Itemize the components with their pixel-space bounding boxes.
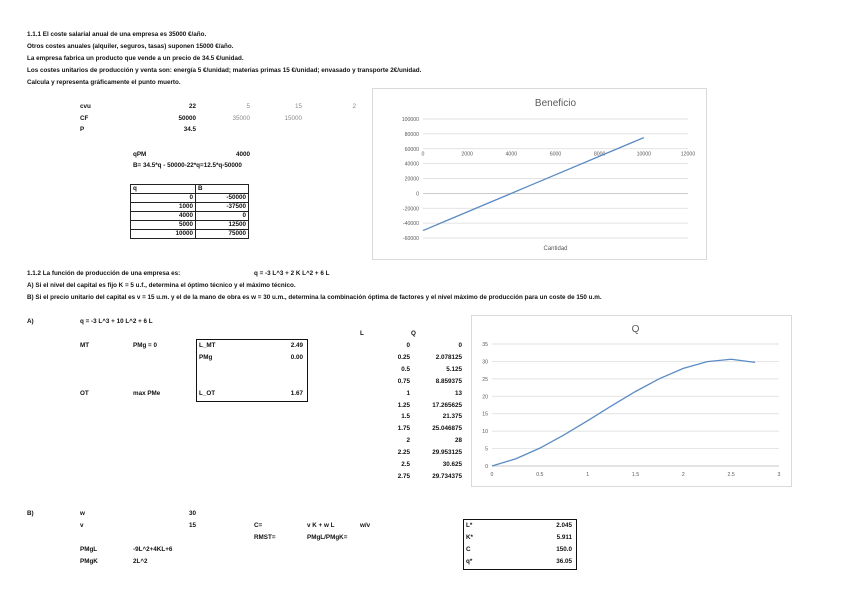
lq-cell-l: 2.25 <box>397 449 410 457</box>
cvu-part-transport: 2 <box>352 103 356 110</box>
table-row <box>131 221 249 230</box>
lq-cell-q: 2.078125 <box>435 353 462 361</box>
pmg-value: 0.00 <box>290 354 303 361</box>
lq-cell-l: 1 <box>406 389 410 397</box>
table-cell-b: 75000 <box>196 230 249 239</box>
q-chart-svg <box>472 316 791 486</box>
cost-label: C= <box>254 522 263 529</box>
part2-question-b: B) Si el precio unitario del capital es v = 15 u.m. y el de la mano de obra es w = 30 u.m., determina la combinación óptima de factores y el nivel máximo de producción para un coste de 150 u.m. <box>27 294 602 301</box>
x-tick-label: 2.5 <box>727 472 735 478</box>
qpm-value: 4000 <box>235 151 250 158</box>
lq-cell-q: 29.953125 <box>432 449 462 457</box>
chart-title: Q <box>631 324 640 335</box>
lq-cell-q: 0 <box>458 342 462 349</box>
y-tick-label: 5 <box>485 446 488 453</box>
y-tick-label: 15 <box>482 411 488 418</box>
part2-production-function: q = -3 L^3 + 2 K L^2 + 6 L <box>254 270 330 277</box>
y-tick-label: 0 <box>416 191 419 198</box>
y-tick-label: 10 <box>482 429 488 436</box>
lq-cell-q: 21.375 <box>442 413 462 421</box>
lq-cell-l: 0.25 <box>397 353 410 361</box>
beneficio-chart[interactable] <box>372 88 707 260</box>
qpm-label: qPM <box>133 151 147 158</box>
lq-cell-q: 5.125 <box>446 365 462 373</box>
y-tick-label: 35 <box>482 342 488 348</box>
table-cell-q: 5000 <box>131 221 196 230</box>
price-ratio: w/v <box>360 522 371 529</box>
table-cell-b: 0 <box>196 212 249 221</box>
y-tick-label: 100000 <box>401 117 419 123</box>
cf-label: CF <box>80 115 89 122</box>
ot-condition: max PMe <box>133 390 161 397</box>
section-a-function: q = -3 L^3 + 10 L^2 + 6 L <box>80 318 153 325</box>
table-cell-q: 4000 <box>131 212 196 221</box>
w-label: w <box>80 510 85 517</box>
rmst-label: RMST= <box>254 534 276 541</box>
l-ot-label: L_OT <box>199 390 216 397</box>
c-label: C <box>466 546 471 553</box>
q-chart[interactable] <box>471 315 792 487</box>
pmgl-expression: -9L^2+4KL+6 <box>133 546 173 553</box>
x-tick-label: 3 <box>777 472 781 478</box>
table-row <box>131 203 249 212</box>
table-row <box>131 212 249 221</box>
lq-cell-l: 2 <box>406 437 410 445</box>
y-tick-label: -20000 <box>402 206 419 213</box>
pmgk-label: PMgK <box>80 558 98 565</box>
cf-part-salaries: 35000 <box>232 115 250 122</box>
l-star-value: 2.045 <box>556 522 572 529</box>
series-line <box>423 138 644 231</box>
intro-line-2: Otros costes anuales (alquiler, seguros, tasas) suponen 15000 €/año. <box>27 43 234 50</box>
v-label: v <box>80 522 84 529</box>
pmgl-label: PMgL <box>80 546 98 553</box>
cf-value: 50000 <box>178 115 196 122</box>
lq-cell-q: 8.859375 <box>435 377 462 385</box>
lq-cell-l: 2.75 <box>397 472 410 480</box>
x-tick-label: 1 <box>586 472 590 478</box>
table-cell-b: -37500 <box>196 203 249 212</box>
x-tick-label: 10000 <box>636 151 652 158</box>
x-tick-label: 6000 <box>549 151 562 158</box>
y-tick-label: 40000 <box>404 161 419 168</box>
y-tick-label: -40000 <box>402 221 419 228</box>
section-a-label: A) <box>27 318 34 325</box>
part2-heading: 1.1.2 La función de producción de una empresa es: <box>27 270 181 277</box>
table-cell-q: 1000 <box>131 203 196 212</box>
c-value: 150.0 <box>556 546 572 553</box>
lq-header-q: Q <box>411 330 416 337</box>
lq-cell-l: 0.5 <box>401 365 410 373</box>
q-star-label: q* <box>466 558 473 565</box>
y-tick-label: 20000 <box>404 176 419 183</box>
cf-part-other: 15000 <box>284 115 302 122</box>
x-tick-label: 2 <box>681 472 685 478</box>
x-tick-label: 4000 <box>505 151 518 158</box>
lq-cell-q: 13 <box>454 389 462 397</box>
lq-cell-l: 1.75 <box>397 425 410 433</box>
pmgk-expression: 2L^2 <box>133 558 148 565</box>
table-header-b: B <box>196 185 249 194</box>
lq-cell-l: 0 <box>406 342 410 349</box>
table-cell-b: 12500 <box>196 221 249 230</box>
x-tick-label: 0 <box>421 151 425 158</box>
break-even-table <box>130 184 249 239</box>
y-tick-label: 0 <box>485 464 488 470</box>
x-tick-label: 2000 <box>461 151 473 158</box>
table-cell-q: 10000 <box>131 230 196 239</box>
chart-title: Beneficio <box>534 98 577 109</box>
mt-condition: PMg = 0 <box>133 342 157 349</box>
cvu-part-energy: 5 <box>246 103 250 110</box>
y-tick-label: -60000 <box>402 236 419 242</box>
l-mt-label: L_MT <box>199 342 216 349</box>
x-tick-label: 8000 <box>593 151 606 158</box>
intro-line-3: La empresa fabrica un producto que vende a un precio de 34.5 €/unidad. <box>27 55 244 62</box>
x-tick-label: 12000 <box>680 151 696 158</box>
series-line <box>492 359 755 466</box>
p-value: 34.5 <box>183 126 196 133</box>
l-star-label: L* <box>466 522 473 529</box>
y-tick-label: 80000 <box>404 131 419 138</box>
lq-cell-l: 1.25 <box>397 401 410 409</box>
intro-line-1: 1.1.1 El coste salarial anual de una empresa es 35000 €/año. <box>27 31 207 38</box>
table-cell-q: 0 <box>131 194 196 203</box>
table-header-row <box>131 185 249 194</box>
section-b-label: B) <box>27 510 34 517</box>
x-axis-label: Cantidad <box>543 246 568 252</box>
pmg-label: PMg <box>199 354 213 361</box>
table-row <box>131 230 249 239</box>
y-tick-label: 60000 <box>404 146 419 153</box>
lq-cell-q: 29.734375 <box>432 472 462 480</box>
intro-line-4: Los costes unitarios de producción y venta son: energía 5 €/unidad; materias primas 15 €/unidad; envasado y transporte 2€/unidad. <box>27 67 422 74</box>
y-tick-label: 30 <box>482 359 488 366</box>
x-tick-label: 1.5 <box>631 472 640 478</box>
v-value: 15 <box>188 522 196 529</box>
cvu-label: cvu <box>80 103 91 110</box>
lq-cell-l: 0.75 <box>397 377 410 385</box>
rmst-expression: PMgL/PMgK= <box>307 534 348 541</box>
lq-header-l: L <box>360 330 364 337</box>
part2-question-a: A) Si el nivel del capital es fijo K = 5 u.f., determina el óptimo técnico y el máximo técnico. <box>27 282 296 289</box>
cvu-part-materials: 15 <box>294 103 302 110</box>
y-tick-label: 25 <box>482 376 488 383</box>
y-tick-label: 20 <box>482 394 488 401</box>
table-cell-b: -50000 <box>196 194 249 203</box>
lq-cell-q: 25.046875 <box>432 425 462 433</box>
table-header-q: q <box>131 185 196 194</box>
l-mt-value: 2.49 <box>290 342 303 349</box>
q-star-value: 36.05 <box>556 558 572 565</box>
cvu-value: 22 <box>188 103 196 110</box>
cost-expression: v K + w L <box>307 522 335 529</box>
lq-cell-q: 28 <box>454 437 462 445</box>
k-star-label: K* <box>466 534 473 541</box>
profit-formula: B= 34.5*q - 50000-22*q=12.5*q-50000 <box>133 162 242 169</box>
l-ot-value: 1.67 <box>290 390 303 397</box>
ot-label: OT <box>80 390 89 397</box>
lq-cell-q: 17.265625 <box>432 401 462 409</box>
lq-cell-l: 2.5 <box>401 461 410 468</box>
mt-label: MT <box>80 342 90 349</box>
w-value: 30 <box>188 510 196 517</box>
p-label: P <box>80 126 85 133</box>
table-row <box>131 194 249 203</box>
k-star-value: 5.911 <box>556 534 572 541</box>
x-tick-label: 0 <box>490 472 494 478</box>
beneficio-chart-svg <box>373 89 706 259</box>
intro-line-5: Calcula y representa gráficamente el punto muerto. <box>27 79 181 86</box>
lq-cell-q: 30.625 <box>442 461 462 468</box>
x-tick-label: 0.5 <box>536 472 544 478</box>
lq-cell-l: 1.5 <box>401 413 410 421</box>
